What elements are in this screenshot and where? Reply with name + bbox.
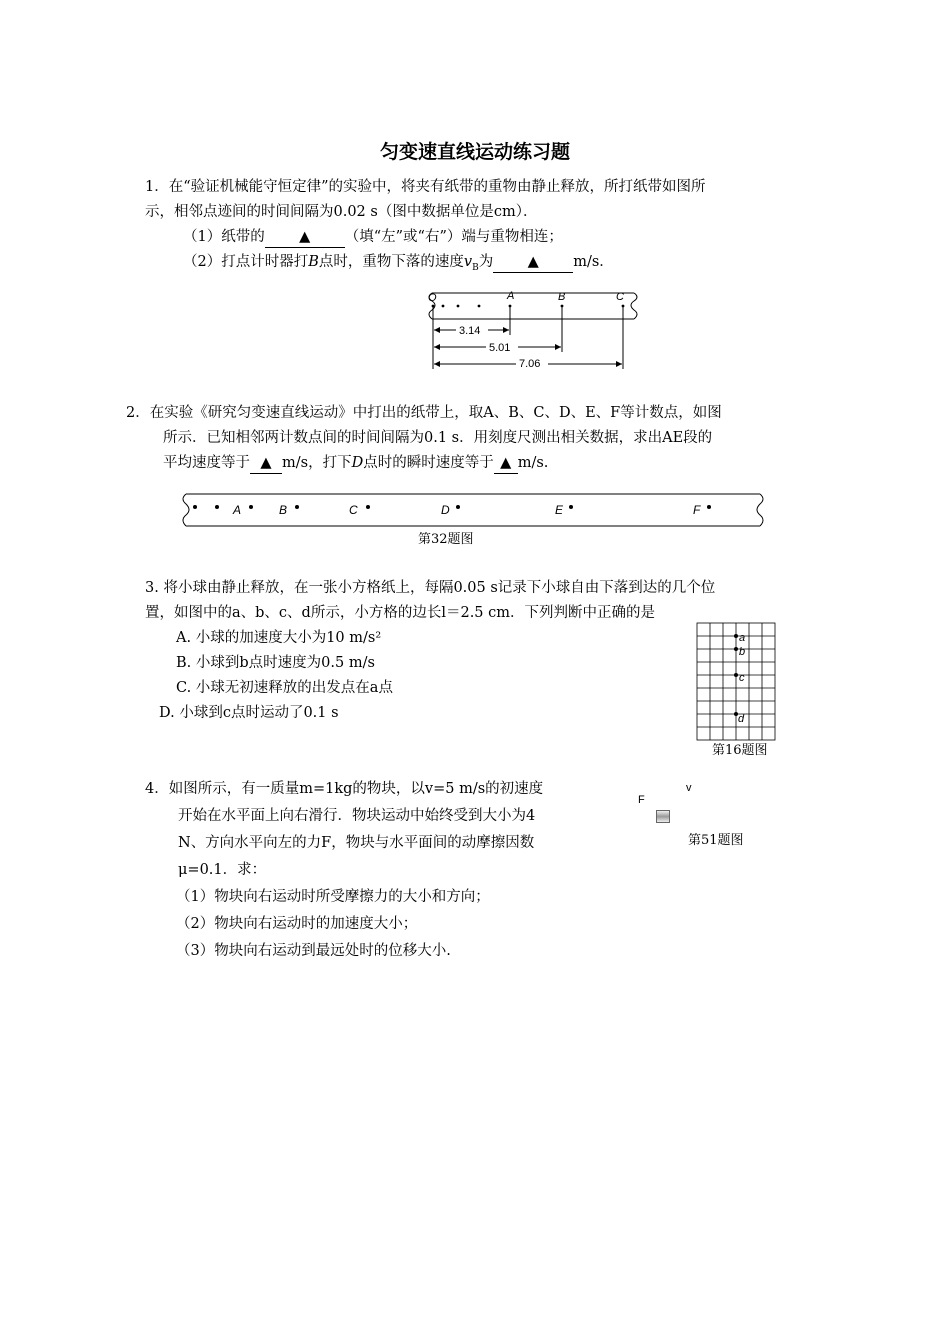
q3-option-a[interactable]: A. 小球的加速度大小为10 m/s² [176, 630, 382, 646]
q1-velocity-symbol: v [463, 254, 473, 270]
q2-point-d: D [351, 455, 364, 471]
q1-sub2-unit: m/s． [573, 254, 614, 270]
q4-sub1: （1）物块向右运动时所受摩擦力的大小和方向； [176, 889, 490, 905]
q3-label-a: a [739, 632, 746, 644]
q4-sub3: （3）物块向右运动到最远处时的位移大小. [176, 943, 451, 959]
q3-option-c[interactable]: C. 小球无初速释放的出发点在a点 [176, 680, 393, 696]
q3-text-line2: 置，如图中的a、b、c、d所示，小方格的边长l＝2.5 cm．下列判断中正确的是 [145, 605, 656, 621]
page-title: 匀变速直线运动练习题 [379, 141, 570, 163]
q1-sub2-is: 为 [478, 254, 494, 270]
q1-point-b: B [308, 254, 319, 270]
q4-text-line1: 4．如图所示，有一质量m=1kg的物块，以v=5 m/s的初速度 [145, 781, 544, 797]
q1-distance-ob: 5.01 [489, 342, 511, 354]
q3-figure-caption: 第16题图 [712, 743, 768, 758]
q1-sub1-pre: （1）纸带的 [183, 229, 265, 245]
q1-sub2-pre: （2）打点计时器打 [183, 254, 309, 270]
q3-text-line1: 3. 将小球由静止释放，在一张小方格纸上，每隔0.05 s记录下小球自由下落到达的几个位 [145, 580, 716, 596]
q1-sub1 [183, 227, 563, 248]
q1-sub1-post: （填“左”或“右”）端与重物相连； [344, 229, 563, 245]
q3-grid-figure [696, 622, 778, 742]
q2-figure-caption: 第32题图 [418, 532, 474, 547]
q3-label-d: d [738, 713, 745, 725]
q1-answer-blank-1[interactable]: ▲ [265, 227, 345, 248]
q3-option-b[interactable]: B. 小球到b点时速度为0.5 m/s [176, 655, 375, 671]
q2-l3-c: 点时的瞬时速度等于 [363, 455, 494, 471]
q4-velocity-label: v [686, 782, 692, 794]
q1-text-line1: 1．在“验证机械能守恒定律”的实验中，将夹有纸带的重物由静止释放，所打纸带如图所 [145, 179, 706, 195]
q2-label-d: D [441, 503, 450, 517]
q4-text-line2: 开始在水平面上向右滑行．物块运动中始终受到大小为4 [178, 808, 536, 824]
q3-label-b: b [739, 646, 746, 658]
q4-figure-caption: 第51题图 [688, 833, 744, 848]
q2-text-line3 [163, 453, 548, 474]
q4-block [656, 810, 670, 823]
q1-distance-oa: 3.14 [459, 325, 481, 337]
q1-distance-oc: 7.06 [519, 358, 541, 370]
q2-l3-d: m/s. [517, 455, 549, 471]
q2-label-c: C [349, 503, 358, 517]
q2-label-a: A [233, 503, 242, 517]
q4-force-label: F [638, 794, 645, 806]
q2-l3-b: m/s，打下 [282, 455, 352, 471]
q2-text-line1: 2．在实验《研究匀变速直线运动》中打出的纸带上，取A、B、C、D、E、F等计数点，如图 [126, 405, 722, 421]
q1-label-a: A [507, 290, 515, 302]
q4-text-line4: μ=0.1．求： [178, 862, 267, 878]
q2-text-line2: 所示．已知相邻两计数点间的时间间隔为0.1 s．用刻度尺测出相关数据，求出AE段的 [163, 430, 713, 446]
q4-sub2: （2）物块向右运动时的加速度大小； [176, 916, 418, 932]
q2-l3-a: 平均速度等于 [163, 455, 250, 471]
q2-label-f: F [693, 503, 701, 517]
q1-sub2 [183, 252, 614, 278]
q1-velocity-subscript: B [472, 262, 479, 273]
q1-label-c: C [616, 291, 624, 303]
q3-label-c: c [739, 672, 745, 684]
q1-answer-blank-2[interactable]: ▲ [493, 252, 573, 273]
q1-label-b: B [558, 291, 566, 303]
q2-label-b: B [279, 503, 288, 517]
q1-sub2-mid: 点时，重物下落的速度 [318, 254, 464, 270]
q2-label-e: E [555, 503, 564, 517]
q2-tape-figure [178, 490, 768, 530]
q4-text-line3: N、方向水平向左的力F，物块与水平面间的动摩擦因数 [178, 835, 535, 851]
q1-text-line2: 示，相邻点迹间的时间间隔为0.02 s（图中数据单位是cm）． [145, 204, 538, 220]
q2-answer-blank-2[interactable]: ▲ [494, 453, 518, 474]
q1-label-o: O [428, 292, 437, 304]
q1-tape-figure [418, 285, 648, 375]
q2-answer-blank-1[interactable]: ▲ [250, 453, 282, 474]
q3-option-d[interactable]: D. 小球到c点时运动了0.1 s [159, 705, 339, 721]
